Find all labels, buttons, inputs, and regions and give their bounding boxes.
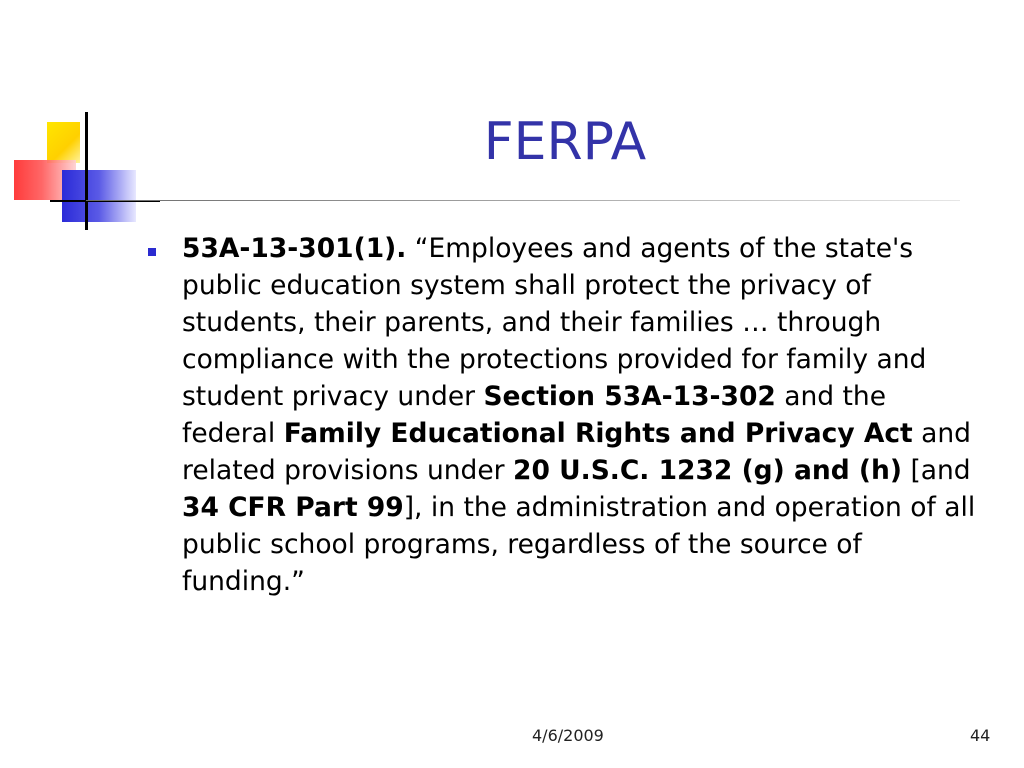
text-run: ], in the administration and operation of all public school programs, regardless of the source of funding.” xyxy=(182,492,976,597)
citation-usc: 20 U.S.C. 1232 (g) and (h) xyxy=(513,455,903,486)
citation-cfr: 34 CFR Part 99 xyxy=(182,492,404,523)
citation-ferpa-act: Family Educational Rights and Privacy Act xyxy=(283,418,913,449)
slide-title: FERPA xyxy=(483,112,647,172)
citation-statute: 53A-13-301(1). xyxy=(182,233,407,264)
text-run: [and xyxy=(902,455,971,486)
citation-section: Section 53A-13-302 xyxy=(483,381,776,412)
bullet-text xyxy=(182,230,982,600)
blue-square-decoration xyxy=(62,170,136,222)
footer-page-number: 44 xyxy=(970,726,991,745)
text-run: and related provisions under xyxy=(182,418,971,486)
text-run: “Employees and agents of the state's public education system shall protect the privacy of students, their parents, and their families … through compliance with the protections provided for family and student privacy under xyxy=(182,233,927,412)
bullet-square-icon xyxy=(148,248,156,256)
title-divider xyxy=(86,200,960,201)
text-run: and the federal xyxy=(182,381,887,449)
footer-date: 4/6/2009 xyxy=(532,726,604,745)
